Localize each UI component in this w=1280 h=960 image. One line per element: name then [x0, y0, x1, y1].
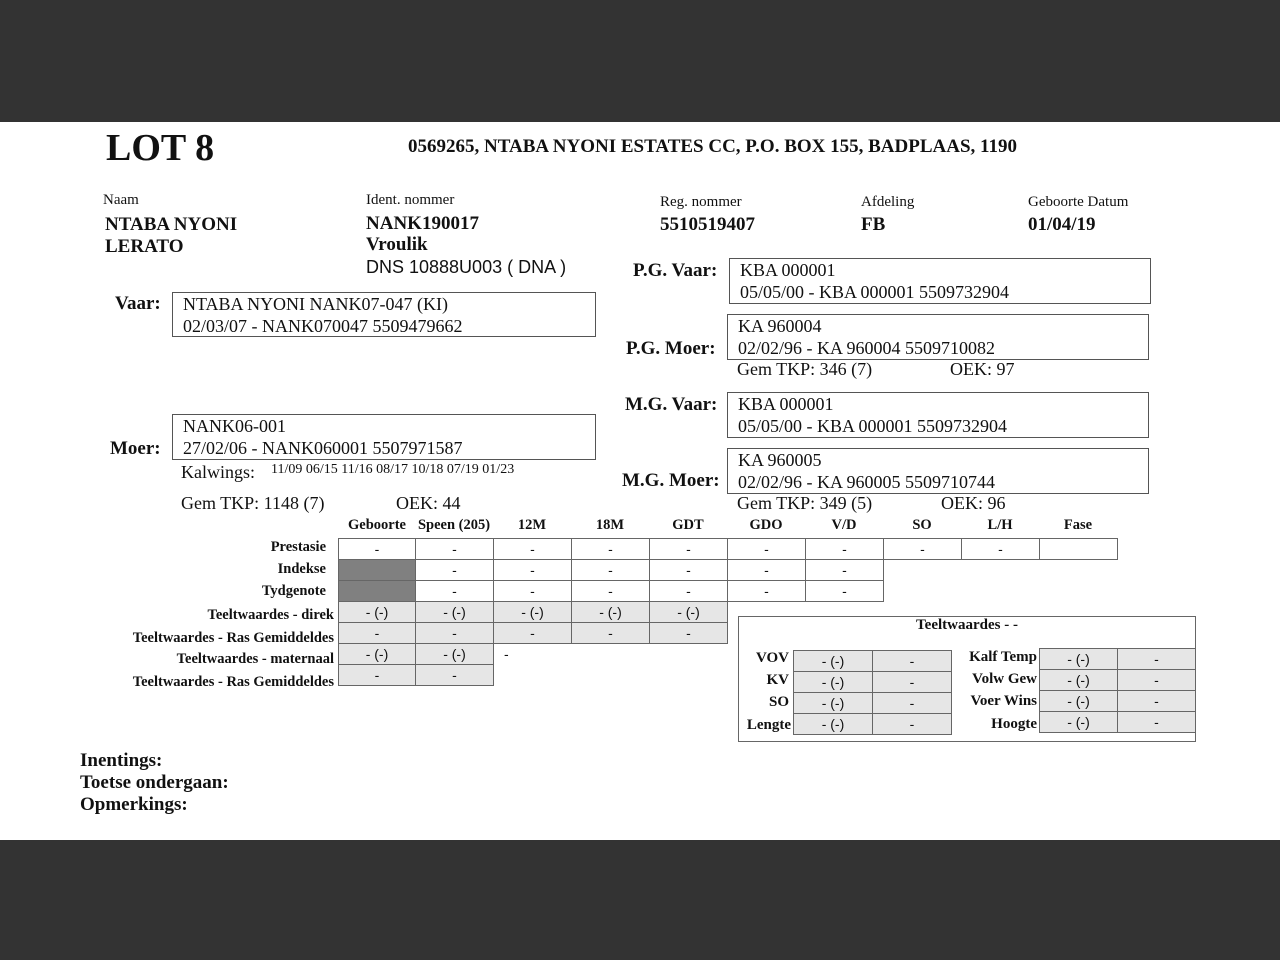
vaar-line1: NTABA NYONI NANK07-047 (KI) — [183, 294, 449, 314]
mg-moer-line2: 02/02/96 - KA 960005 5509710744 — [738, 472, 996, 492]
table-row — [339, 581, 1118, 602]
mg-vaar-label: M.G. Vaar: — [625, 394, 718, 415]
table-row — [339, 539, 1118, 560]
cell-tydgenote-3: - — [572, 581, 650, 602]
animal-name-line1: NTABA NYONI — [105, 214, 238, 235]
moer-label: Moer: — [110, 438, 161, 459]
row-label-tw-maternaal: Teeltwaardes - maternaal — [176, 651, 334, 667]
cell-prestasie-7: - — [884, 539, 962, 560]
cell-tw-ras1-1: - — [416, 623, 494, 644]
cell-prestasie-4: - — [650, 539, 728, 560]
pg-moer-oek: OEK: 97 — [950, 359, 1015, 379]
moer-box — [172, 414, 596, 460]
vaar-line2: 02/03/07 - NANK070047 5509479662 — [183, 316, 463, 336]
cell-tw-mat-0: - (-) — [339, 644, 416, 665]
tw-left-table — [793, 650, 952, 735]
kalwings-dates: 11/09 06/15 11/16 08/17 10/18 07/19 01/23 — [271, 462, 515, 477]
col-header-12m: 12M — [517, 517, 547, 533]
tw-label-kv: KV — [766, 672, 789, 688]
tw-so-v2: - — [873, 693, 952, 714]
col-header-lh: L/H — [987, 517, 1013, 533]
ident-value: NANK190017 — [366, 213, 479, 234]
tw-right-table — [1039, 648, 1196, 733]
table-row — [1040, 691, 1196, 712]
tw-so-v1: - (-) — [794, 693, 873, 714]
mg-moer-label: M.G. Moer: — [622, 470, 720, 491]
pg-vaar-line2: 05/05/00 - KBA 000001 5509732904 — [740, 282, 1010, 302]
table-row — [794, 693, 952, 714]
cell-tw-ras1-2: - — [494, 623, 572, 644]
top-dark-band — [0, 0, 1280, 122]
opmerkings-label: Opmerkings: — [80, 794, 188, 815]
animal-name-line2: LERATO — [105, 236, 184, 257]
pg-vaar-line1: KBA 000001 — [740, 260, 836, 280]
cell-indekse-5: - — [728, 560, 806, 581]
cell-indekse-4: - — [650, 560, 728, 581]
cell-tydgenote-2: - — [494, 581, 572, 602]
col-header-18m: 18M — [595, 517, 625, 533]
cell-prestasie-3: - — [572, 539, 650, 560]
cell-prestasie-9 — [1040, 539, 1118, 560]
row-label-tw-ras-1: Teeltwaardes - Ras Gemiddeldes — [132, 630, 334, 646]
cell-tw-ras1-4: - — [650, 623, 728, 644]
moer-gem-tkp: Gem TKP: 1148 (7) — [181, 493, 325, 513]
tw-label-so: SO — [768, 694, 789, 710]
cell-tydgenote-5: - — [728, 581, 806, 602]
tw-voer-wins-v2: - — [1118, 691, 1196, 712]
teeltwaardes-box — [738, 616, 1196, 742]
table-row — [794, 651, 952, 672]
col-header-geboorte: Geboorte — [348, 517, 406, 533]
pg-moer-gem-tkp: Gem TKP: 346 (7) — [737, 359, 873, 379]
tw-label-hoogte: Hoogte — [991, 716, 1037, 732]
table-row — [1040, 649, 1196, 670]
pg-moer-line2: 02/02/96 - KA 960004 5509710082 — [738, 338, 996, 358]
moer-line2: 27/02/06 - NANK060001 5507971587 — [183, 438, 463, 458]
pg-moer-label: P.G. Moer: — [626, 338, 716, 359]
cell-tw-mat-1: - (-) — [416, 644, 494, 665]
mg-moer-line1: KA 960005 — [738, 450, 822, 470]
cell-indekse-0 — [339, 560, 416, 581]
reg-label: Reg. nommer — [660, 194, 742, 210]
tw-kalf-temp-v1: - (-) — [1040, 649, 1118, 670]
cell-indekse-1: - — [416, 560, 494, 581]
cell-tw-direk-3: - (-) — [572, 602, 650, 623]
cell-tw-direk-2: - (-) — [494, 602, 572, 623]
toetse-label: Toetse ondergaan: — [80, 772, 229, 793]
cell-prestasie-0: - — [339, 539, 416, 560]
row-label-tw-direk: Teeltwaardes - direk — [207, 607, 334, 623]
cell-tydgenote-6: - — [806, 581, 884, 602]
pg-vaar-label: P.G. Vaar: — [633, 260, 718, 281]
tw-hoogte-v1: - (-) — [1040, 712, 1118, 733]
col-header-gdt: GDT — [672, 517, 704, 533]
birth-date-value: 01/04/19 — [1028, 214, 1096, 235]
mg-vaar-line2: 05/05/00 - KBA 000001 5509732904 — [738, 416, 1008, 436]
mg-vaar-line1: KBA 000001 — [738, 394, 834, 414]
cell-prestasie-6: - — [806, 539, 884, 560]
lot-sheet — [0, 122, 1280, 840]
tw-vov-v2: - — [873, 651, 952, 672]
col-header-fase: Fase — [1063, 517, 1093, 533]
kalwings-label: Kalwings: — [181, 462, 255, 482]
cell-prestasie-8: - — [962, 539, 1040, 560]
tw-label-lengte: Lengte — [746, 717, 791, 733]
tw-label-volw-gew: Volw Gew — [972, 671, 1037, 687]
sex-value: Vroulik — [366, 234, 428, 255]
row-label-tydgenote: Tydgenote — [261, 583, 326, 599]
tw-volw-gew-v1: - (-) — [1040, 670, 1118, 691]
vaar-box — [172, 292, 596, 337]
tw-label-kalf-temp: Kalf Temp — [969, 649, 1037, 665]
lot-title: LOT 8 — [106, 127, 215, 169]
pg-moer-box — [727, 314, 1149, 360]
cell-tw-ras2-1: - — [416, 665, 494, 686]
col-header-vd: V/D — [831, 517, 857, 533]
reg-value: 5510519407 — [660, 214, 755, 235]
cell-tw-ras1-0: - — [339, 623, 416, 644]
moer-oek: OEK: 44 — [396, 493, 461, 513]
afdeling-label: Afdeling — [861, 194, 915, 210]
cell-indekse-6: - — [806, 560, 884, 581]
mg-moer-box — [727, 448, 1149, 494]
afdeling-value: FB — [861, 214, 886, 235]
row-label-indekse: Indekse — [277, 561, 326, 577]
mg-moer-gem-tkp: Gem TKP: 349 (5) — [737, 493, 873, 513]
cell-tydgenote-4: - — [650, 581, 728, 602]
table-row — [339, 560, 1118, 581]
cell-tw-ras2-0: - — [339, 665, 416, 686]
tw-kalf-temp-v2: - — [1118, 649, 1196, 670]
cell-tydgenote-0 — [339, 581, 416, 602]
col-header-gdo: GDO — [749, 517, 783, 533]
cell-tydgenote-1: - — [416, 581, 494, 602]
tw-label-voer-wins: Voer Wins — [970, 693, 1037, 709]
vaar-label: Vaar: — [115, 293, 161, 314]
teeltwaardes-title: Teeltwaardes - - — [916, 617, 1018, 633]
col-header-so: SO — [912, 517, 932, 533]
table-row — [1040, 670, 1196, 691]
mg-moer-oek: OEK: 96 — [941, 493, 1006, 513]
row-label-tw-ras-2: Teeltwaardes - Ras Gemiddeldes — [132, 674, 334, 690]
bottom-dark-band — [0, 840, 1280, 960]
tw-lengte-v1: - (-) — [794, 714, 873, 735]
tw-hoogte-v2: - — [1118, 712, 1196, 733]
dns-value: DNS 10888U003 ( DNA ) — [366, 257, 567, 277]
naam-label: Naam — [103, 192, 139, 208]
tw-kv-v2: - — [873, 672, 952, 693]
geboorte-label: Geboorte Datum — [1028, 194, 1129, 210]
cell-tw-direk-1: - (-) — [416, 602, 494, 623]
tw-kv-v1: - (-) — [794, 672, 873, 693]
tw-label-vov: VOV — [755, 650, 789, 666]
moer-line1: NANK06-001 — [183, 416, 286, 436]
cell-tw-ras1-3: - — [572, 623, 650, 644]
pg-vaar-box — [729, 258, 1151, 304]
cell-tw-mat-extra: - — [504, 646, 509, 663]
table-row — [1040, 712, 1196, 733]
row-label-prestasie: Prestasie — [270, 539, 326, 555]
tw-voer-wins-v1: - (-) — [1040, 691, 1118, 712]
tw-vov-v1: - (-) — [794, 651, 873, 672]
ident-label: Ident. nommer — [366, 192, 455, 208]
col-header-speen: Speen (205) — [417, 517, 491, 533]
inentings-label: Inentings: — [80, 750, 163, 771]
mg-vaar-box — [727, 392, 1149, 438]
cell-prestasie-1: - — [416, 539, 494, 560]
cell-prestasie-5: - — [728, 539, 806, 560]
cell-indekse-3: - — [572, 560, 650, 581]
pg-moer-line1: KA 960004 — [738, 316, 822, 336]
tw-volw-gew-v2: - — [1118, 670, 1196, 691]
tw-lengte-v2: - — [873, 714, 952, 735]
cell-tw-direk-0: - (-) — [339, 602, 416, 623]
owner-header: 0569265, NTABA NYONI ESTATES CC, P.O. BOX 155, BADPLAAS, 1190 — [408, 136, 1017, 157]
table-row — [794, 672, 952, 693]
cell-tw-direk-4: - (-) — [650, 602, 728, 623]
table-row — [794, 714, 952, 735]
cell-indekse-2: - — [494, 560, 572, 581]
cell-prestasie-2: - — [494, 539, 572, 560]
